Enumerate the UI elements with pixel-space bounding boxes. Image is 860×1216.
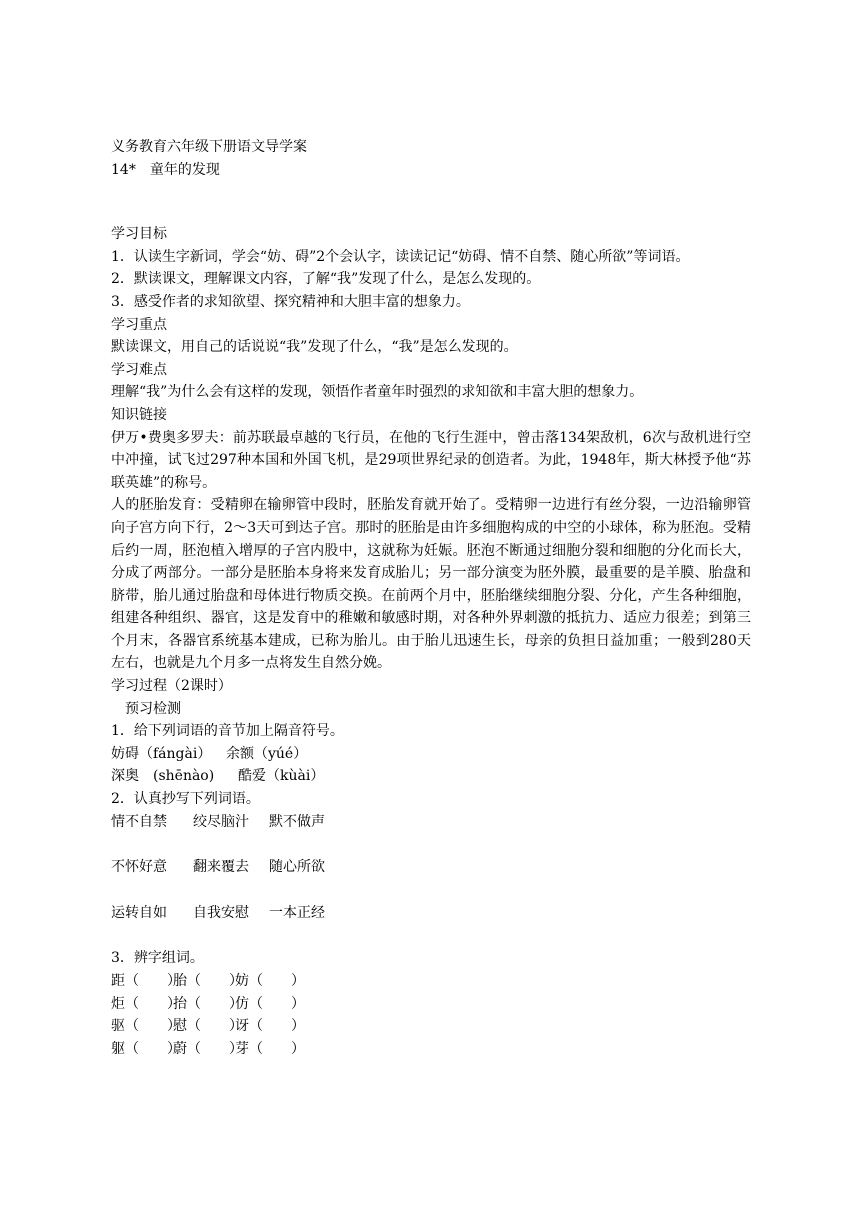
char-item: 讶（ ） [235, 1018, 305, 1035]
char-item: 抬（ ） [173, 995, 243, 1012]
knowledge-heading: 知识链接 [111, 406, 167, 423]
pinyin-row [111, 765, 751, 788]
char-item: 炬（ ） [111, 995, 181, 1012]
char-item: 蔚（ ） [173, 1040, 243, 1057]
word-item: 自我安慰 [193, 904, 249, 921]
question-3: 3．辨字组词。 [111, 950, 204, 967]
goals-heading: 学习目标 [111, 226, 167, 243]
word-item: 不怀好意 [111, 859, 167, 876]
char-item: 驱（ ） [111, 1018, 181, 1035]
question-2: 2．认真抄写下列词语。 [111, 791, 260, 808]
difficulty-text: 理解“我”为什么会有这样的发现，领悟作者童年时强烈的求知欲和丰富大胆的想象力。 [111, 384, 644, 401]
word-row [111, 856, 751, 879]
char-item: 仿（ ） [235, 995, 305, 1012]
char-row [111, 1038, 751, 1061]
char-item: 慰（ ） [173, 1018, 243, 1035]
pinyin-item: 妨碍（fángài） [111, 745, 212, 762]
word-item: 默不做声 [269, 813, 325, 830]
char-item: 距（ ） [111, 973, 181, 989]
focus-heading: 学习重点 [111, 316, 167, 333]
word-item: 一本正经 [269, 904, 325, 921]
knowledge-paragraph-pilot: 伊万•费奥多罗夫：前苏联最卓越的飞行员，在他的飞行生涯中，曾击落134架敌机，6次与敌机进行空中冲撞，试飞过297种本国和外国飞机，是29项世界纪录的创造者。为此，1948年，斯大林授予他“苏联英雄”的称号。 [111, 429, 751, 491]
word-item: 运转自如 [111, 904, 167, 921]
process-heading: 学习过程（2课时） [111, 678, 232, 695]
char-item: 芽（ ） [235, 1040, 305, 1057]
goal-item-3: 3．感受作者的求知欲望、探究精神和大胆丰富的想象力。 [111, 293, 470, 310]
goal-item-2: 2．默读课文，理解课文内容，了解“我”发现了什么，是怎么发现的。 [111, 271, 541, 288]
preview-heading: 预习检测 [125, 700, 181, 717]
word-item: 绞尽脑汁 [193, 813, 249, 830]
pinyin-item: 深奥 (shēnào) [111, 768, 215, 785]
char-item: 妨（ ） [235, 973, 305, 989]
difficulty-heading: 学习难点 [111, 361, 167, 378]
word-item: 随心所欲 [269, 859, 325, 876]
char-row [111, 1015, 751, 1038]
word-row [111, 811, 751, 834]
focus-text: 默读课文，用自己的话说说“我”发现了什么，“我”是怎么发现的。 [111, 339, 518, 356]
char-item: 胎（ ） [173, 973, 243, 989]
word-row [111, 902, 751, 925]
char-row [111, 993, 751, 1016]
word-item: 情不自禁 [111, 813, 167, 830]
question-1: 1．给下列词语的音节加上隔音符号。 [111, 723, 344, 740]
word-item: 翻来覆去 [193, 859, 249, 876]
document-title: 义务教育六年级下册语文导学案 [111, 139, 307, 155]
document-body [111, 136, 751, 1060]
lesson-title: 14* 童年的发现 [111, 161, 220, 178]
char-item: 躯（ ） [111, 1040, 181, 1057]
pinyin-item: 余额（yúé） [226, 745, 308, 762]
pinyin-row [111, 743, 751, 766]
char-row [111, 970, 751, 993]
goal-item-1: 1．认读生字新词，学会“妨、碍”2个会认字，读读记记“妨碍、情不自禁、随心所欲”等词语。 [111, 248, 690, 265]
pinyin-item: 酷爱（kùài） [238, 768, 325, 785]
knowledge-paragraph-embryo: 人的胚胎发育：受精卵在输卵管中段时，胚胎发育就开始了。受精卵一边进行有丝分裂，一边沿输卵管向子宫方向下行，2～3天可到达子宫。那时的胚胎是由许多细胞构成的中空的小球体，称为胚泡。受精后约一周，胚泡植入增厚的子宫内股中，这就称为妊娠。胚泡不断通过细胞分裂和细胞的分化而长大，分成了两部分。一部分是胚胎本身将来发育成胎儿；另一部分演变为胚外膜，最重要的是羊膜、胎盘和脐带，胎儿通过胎盘和母体进行物质交换。在前两个月中，胚胎继续细胞分裂、分化，产生各种细胞，组建各种组织、器官，这是发育中的稚嫩和敏感时期，对各种外界刺激的抵抗力、适应力很差；到第三个月末，各器官系统基本建成，已称为胎儿。由于胎儿迅速生长，母亲的负担日益加重；一般到280天左右，也就是九个月多一点将发生自然分娩。 [111, 497, 751, 672]
